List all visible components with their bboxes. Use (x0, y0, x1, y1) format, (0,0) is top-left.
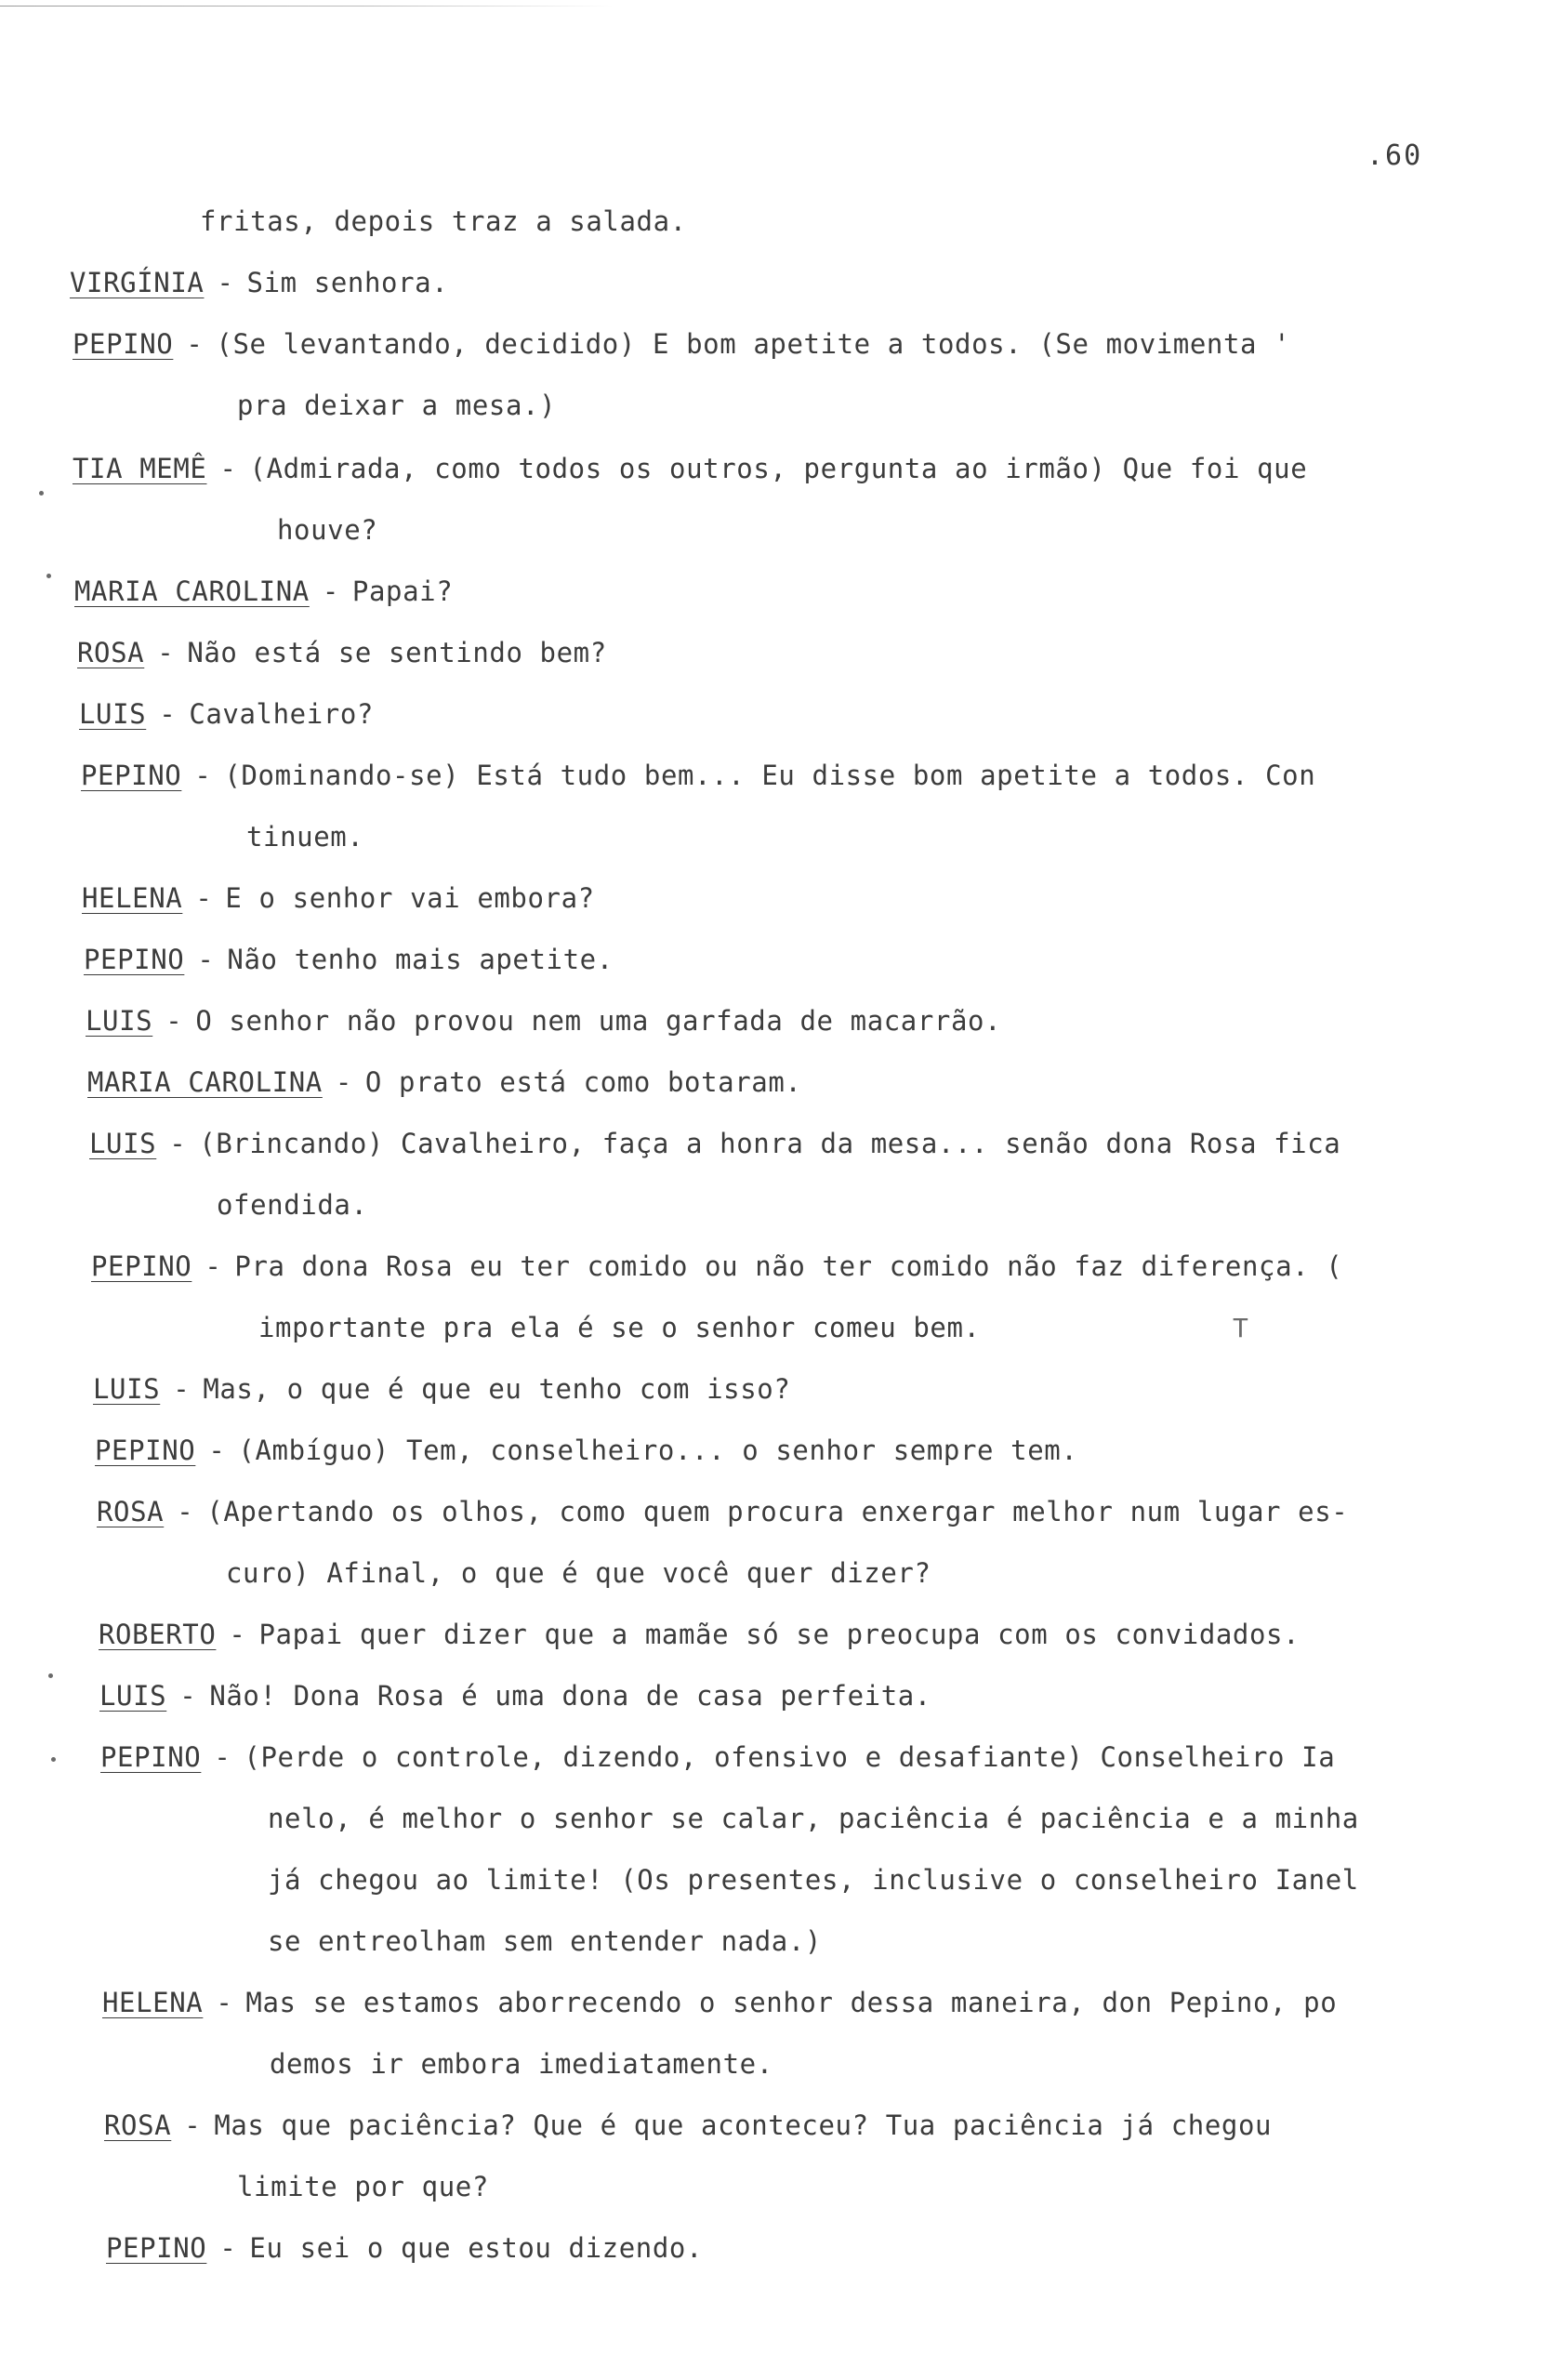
speaker-name: VIRGÍNIA (70, 267, 205, 298)
line-text: Não! Dona Rosa é uma dona de casa perfeita. (209, 1680, 931, 1712)
speaker-name: PEPINO (84, 944, 185, 975)
line-text: Eu sei o que estou dizendo. (249, 2232, 704, 2264)
margin-dot (39, 491, 44, 496)
line-text: Pra dona Rosa eu ter comido ou não ter comido não faz diferença. ( (234, 1250, 1343, 1282)
dialogue-line (73, 453, 1308, 484)
line-text: Sim senhora. (246, 267, 449, 298)
dialogue-line (77, 637, 607, 668)
dialogue-line (104, 2109, 1273, 2141)
dialogue-line (79, 698, 374, 730)
continuation-line (200, 205, 687, 237)
speaker-dash: - (205, 1250, 222, 1282)
speaker-name: ROSA (97, 1496, 165, 1527)
speaker-dash: - (322, 575, 339, 607)
line-text: nelo, é melhor o senhor se calar, paciência é paciência e a minha (268, 1803, 1359, 1834)
page-number: .60 (1367, 139, 1423, 172)
continuation-line (268, 1925, 822, 1957)
speaker-name: PEPINO (91, 1250, 192, 1282)
speaker-name: TIA MEMÊ (73, 453, 207, 484)
continuation-line (226, 1557, 931, 1589)
line-text: curo) Afinal, o que é que você quer dizer? (226, 1557, 931, 1589)
dialogue-line (97, 1496, 1349, 1527)
continuation-line (270, 2048, 773, 2080)
speaker-dash: - (159, 698, 177, 730)
continuation-line (268, 1805, 1359, 1832)
speaker-name: PEPINO (100, 1741, 202, 1773)
continuation-line (237, 2171, 489, 2202)
line-text: Cavalheiro? (189, 698, 374, 730)
speaker-dash: - (219, 2232, 237, 2264)
speaker-dash: - (195, 882, 213, 914)
line-text: (Apertando os olhos, como quem procura enxergar melhor num lugar es- (206, 1496, 1349, 1527)
dialogue-line (106, 2232, 704, 2264)
margin-dot (51, 1757, 56, 1762)
speaker-dash: - (229, 1619, 246, 1650)
line-text: Papai? (351, 575, 454, 607)
speaker-name: LUIS (89, 1128, 157, 1159)
speaker-dash: - (157, 637, 175, 668)
speaker-dash: - (194, 760, 212, 791)
speaker-name: LUIS (99, 1680, 167, 1712)
speaker-dash: - (216, 1987, 233, 2018)
line-text: ofendida. (217, 1189, 368, 1221)
speaker-dash: - (179, 1680, 197, 1712)
line-text: Não tenho mais apetite. (227, 944, 614, 975)
line-text: Não está se sentindo bem? (187, 637, 607, 668)
dialogue-line (70, 267, 449, 298)
speaker-dash: - (173, 1373, 191, 1405)
speaker-dash: - (217, 267, 234, 298)
line-text: Mas que paciência? Que é que aconteceu? Tua paciência já chegou (214, 2109, 1273, 2141)
speaker-name: HELENA (102, 1987, 204, 2018)
dialogue-line (82, 882, 595, 914)
line-text: E o senhor vai embora? (225, 882, 595, 914)
line-text: Mas, o que é que eu tenho com isso? (203, 1373, 791, 1405)
dialogue-line (99, 1680, 931, 1712)
line-text: fritas, depois traz a salada. (200, 205, 687, 237)
margin-dot (48, 1673, 53, 1678)
line-text: O prato está como botaram. (364, 1066, 802, 1098)
speaker-dash: - (177, 1496, 194, 1527)
continuation-line (268, 1864, 1359, 1896)
continuation-line (237, 392, 556, 419)
line-text: já chegou ao limite! (Os presentes, inclusive o conselheiro Ianel (268, 1864, 1359, 1896)
dialogue-line (87, 1066, 802, 1098)
dialogue-line (91, 1250, 1343, 1282)
line-text: (Perde o controle, dizendo, ofensivo e desafiante) Conselheiro Ia (244, 1741, 1336, 1773)
margin-dot (46, 574, 51, 578)
speaker-name: HELENA (82, 882, 183, 914)
line-text: (Se levantando, decidido) E bom apetite a todos. (Se movimenta ' (216, 328, 1291, 360)
line-text: tinuem. (246, 821, 364, 853)
speaker-dash: - (165, 1005, 183, 1037)
line-text: importante pra ela é se o senhor comeu bem. (258, 1312, 981, 1343)
line-text: demos ir embora imediatamente. (270, 2048, 773, 2080)
line-text: limite por que? (237, 2171, 489, 2202)
speaker-name: ROBERTO (99, 1619, 217, 1650)
line-text: (Admirada, como todos os outros, pergunta ao irmão) Que foi que (249, 453, 1308, 484)
dialogue-line (102, 1987, 1338, 2018)
dialogue-line (86, 1005, 1002, 1037)
speaker-dash: - (219, 453, 237, 484)
line-text: houve? (277, 514, 378, 546)
line-text: (Brincando) Cavalheiro, faça a honra da mesa... senão dona Rosa fica (199, 1128, 1341, 1159)
speaker-dash: - (186, 328, 204, 360)
handwritten-mark: T (1233, 1313, 1248, 1343)
dialogue-line (73, 328, 1291, 360)
continuation-line (246, 821, 364, 853)
speaker-name: LUIS (79, 698, 147, 730)
speaker-name: PEPINO (106, 2232, 207, 2264)
speaker-dash: - (214, 1741, 231, 1773)
speaker-dash: - (197, 944, 215, 975)
continuation-line (217, 1189, 368, 1221)
speaker-name: MARIA CAROLINA (87, 1066, 323, 1098)
dialogue-line (100, 1741, 1336, 1773)
speaker-name: LUIS (86, 1005, 153, 1037)
dialogue-line (74, 575, 454, 607)
speaker-name: PEPINO (73, 328, 174, 360)
line-text: (Ambíguo) Tem, conselheiro... o senhor sempre tem. (238, 1435, 1078, 1466)
line-text: O senhor não provou nem uma garfada de macarrão. (195, 1005, 1002, 1037)
scan-edge-line (0, 6, 614, 7)
speaker-name: MARIA CAROLINA (74, 575, 310, 607)
line-text: se entreolham sem entender nada.) (268, 1925, 822, 1957)
speaker-dash: - (184, 2109, 202, 2141)
continuation-line (258, 1312, 981, 1343)
dialogue-line (93, 1373, 791, 1405)
speaker-name: PEPINO (95, 1435, 196, 1466)
line-text: Papai quer dizer que a mamãe só se preocupa com os convidados. (258, 1619, 1301, 1650)
line-text: Mas se estamos aborrecendo o senhor dessa maneira, don Pepino, po (245, 1987, 1338, 2018)
dialogue-line (84, 946, 614, 973)
line-text: (Dominando-se) Está tudo bem... Eu disse bom apetite a todos. Con (224, 760, 1316, 791)
speaker-name: ROSA (77, 637, 145, 668)
speaker-name: LUIS (93, 1373, 161, 1405)
speaker-dash: - (169, 1128, 187, 1159)
dialogue-line (99, 1621, 1300, 1648)
speaker-dash: - (208, 1435, 226, 1466)
speaker-name: PEPINO (81, 760, 182, 791)
continuation-line (277, 514, 378, 546)
speaker-name: ROSA (104, 2109, 172, 2141)
dialogue-line (81, 762, 1315, 789)
dialogue-line (89, 1130, 1340, 1157)
line-text: pra deixar a mesa.) (237, 390, 557, 421)
speaker-dash: - (335, 1066, 352, 1098)
dialogue-line (95, 1437, 1077, 1464)
